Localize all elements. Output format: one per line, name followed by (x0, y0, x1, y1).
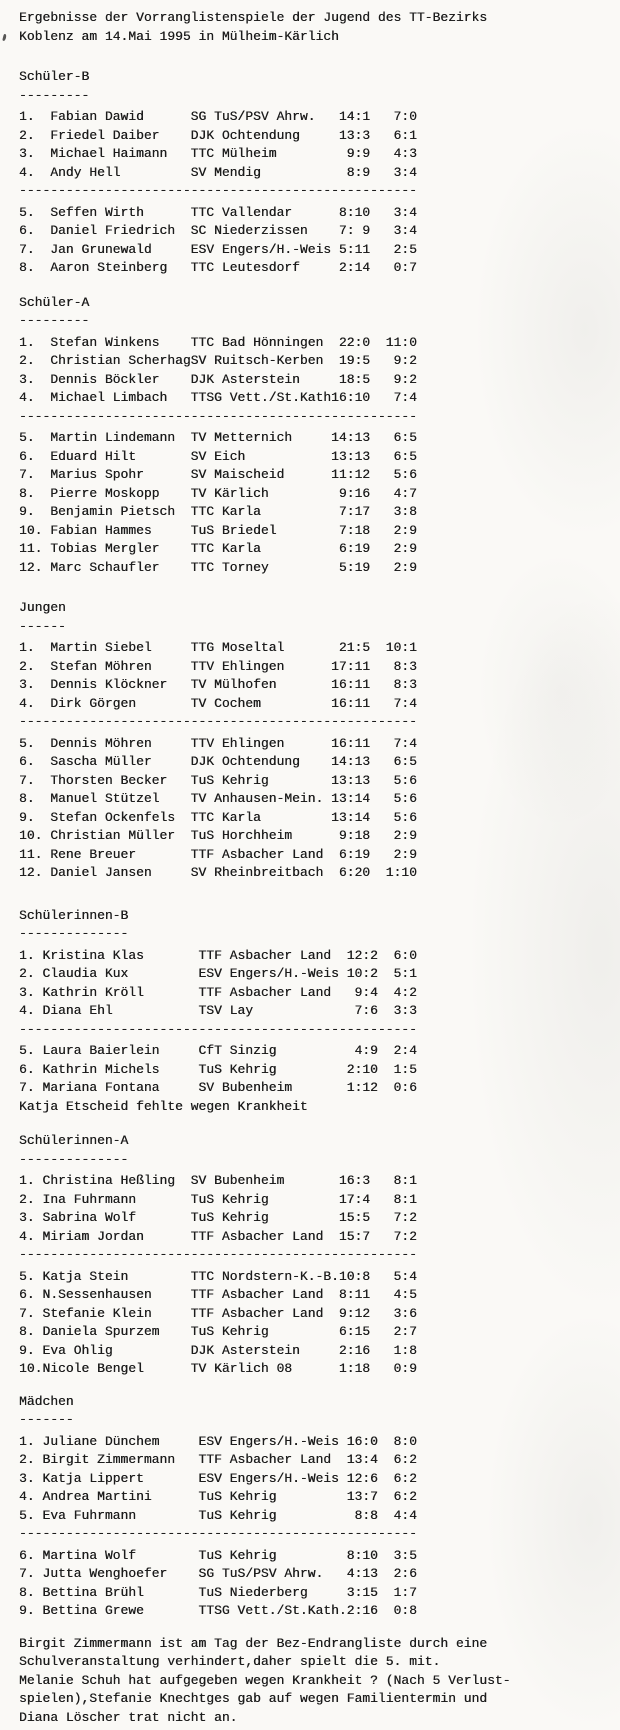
footer-line: Diana Löscher trat nicht an. (19, 1709, 238, 1725)
qualification-separator: --------------------------------------------------- (19, 1526, 417, 1541)
footer-line: spielen),Stefanie Knechtges gab auf wegen Familientermin und (19, 1691, 488, 1706)
result-row: 1. Juliane Dünchem ESV Engers/H.-Weis 16:0 8:0 (19, 1433, 417, 1449)
remaining-rows (19, 1268, 620, 1379)
document-title-line: Ergebnisse der Vorranglistenspiele der Jugend des TT-Bezirks (19, 10, 488, 25)
result-row: 3. Katja Lippert ESV Engers/H.-Weis 12:6 6:2 (19, 1470, 417, 1486)
section-schueler-a (19, 294, 620, 578)
qualified-rows (19, 1433, 620, 1526)
result-row: 12. Marc Schaufler TTC Torney 5:19 2:9 (19, 559, 417, 575)
result-row: 5. Martin Lindemann TV Metternich 14:13 6:5 (19, 430, 417, 445)
result-row: 8. Bettina Brühl TuS Niederberg 3:15 1:7 (19, 1584, 417, 1600)
result-row: 5. Eva Fuhrmann TuS Kehrig 8:8 4:4 (19, 1507, 417, 1523)
qualified-rows (19, 1172, 620, 1246)
remaining-rows (19, 1547, 620, 1621)
result-row: 2. Ina Fuhrmann TuS Kehrig 17:4 8:1 (19, 1191, 417, 1207)
section-title: Schüler-A (19, 294, 90, 310)
result-row: 5. Dennis Möhren TTV Ehlingen 16:11 7:4 (19, 735, 417, 751)
section-schuelerinnen-b (19, 907, 620, 1117)
section-title-underline: -------------- (19, 926, 129, 941)
result-row: 4. Miriam Jordan TTF Asbacher Land 15:7 7:2 (19, 1228, 417, 1244)
result-row: 2. Friedel Daiber DJK Ochtendung 13:3 6:1 (19, 127, 417, 143)
section-jungen (19, 599, 620, 883)
qualification-separator: --------------------------------------------------- (19, 1021, 417, 1037)
result-row: 3. Sabrina Wolf TuS Kehrig 15:5 7:2 (19, 1210, 417, 1225)
qualified-rows (19, 108, 620, 182)
qualification-separator: --------------------------------------------------- (19, 183, 417, 198)
result-row: 3. Dennis Böckler DJK Asterstein 18:5 9:2 (19, 371, 417, 387)
result-row: 3. Michael Haimann TTC Mülheim 9:9 4:3 (19, 146, 417, 161)
result-row: 6. Daniel Friedrich SC Niederzissen 7: 9 3:4 (19, 223, 417, 238)
result-row: 11. Tobias Mergler TTC Karla 6:19 2:9 (19, 541, 417, 556)
section-title-underline: --------- (19, 87, 90, 103)
result-row: 5. Katja Stein TTC Nordstern-K.-B.10:8 5:4 (19, 1268, 417, 1284)
qualified-rows (19, 639, 620, 713)
qualification-separator: --------------------------------------------------- (19, 408, 417, 424)
qualified-rows (19, 947, 620, 1021)
footer-line: Birgit Zimmermann ist am Tag der Bez-Endrangliste durch eine (19, 1635, 488, 1651)
result-row: 9. Stefan Ockenfels TTC Karla 13:14 5:6 (19, 809, 417, 825)
section-title: Mädchen (19, 1393, 74, 1409)
section-title: Schüler-B (19, 69, 90, 84)
section-title-underline: ------ (19, 618, 66, 634)
footer-line: Melanie Schuh hat aufgegeben wegen Krankheit ? (Nach 5 Verlust- (19, 1672, 511, 1688)
qualification-separator: --------------------------------------------------- (19, 714, 417, 729)
result-row: 6. Sascha Müller DJK Ochtendung 14:13 6:5 (19, 754, 417, 769)
result-row: 8. Pierre Moskopp TV Kärlich 9:16 4:7 (19, 485, 417, 501)
result-row: 2. Stefan Möhren TTV Ehlingen 17:11 8:3 (19, 658, 417, 674)
section-maedchen (19, 1393, 620, 1621)
remaining-rows (19, 1042, 620, 1098)
result-row: 3. Kathrin Kröll TTF Asbacher Land 9:4 4:2 (19, 984, 417, 1000)
result-row: 5. Seffen Wirth TTC Vallendar 8:10 3:4 (19, 204, 417, 220)
result-row: 11. Rene Breuer TTF Asbacher Land 6:19 2:9 (19, 846, 417, 862)
footer-line: Schulveranstaltung verhindert,daher spielt die 5. mit. (19, 1654, 441, 1669)
result-row: 2. Christian ScherhagSV Ruitsch-Kerben 19:5 9:2 (19, 353, 417, 368)
section-title-underline: --------- (19, 313, 90, 328)
result-row: 8. Daniela Spurzem TuS Kehrig 6:15 2:7 (19, 1324, 417, 1339)
result-row: 4. Diana Ehl TSV Lay 7:6 3:3 (19, 1003, 417, 1018)
result-row: 3. Dennis Klöckner TV Mülhofen 16:11 8:3 (19, 677, 417, 692)
section-title-underline: -------------- (19, 1151, 129, 1167)
qualified-rows (19, 334, 620, 408)
result-row: 10. Christian Müller TuS Horchheim 9:18 2:9 (19, 828, 417, 843)
result-row: 7. Jutta Wenghoefer SG TuS/PSV Ahrw. 4:13 2:6 (19, 1566, 417, 1581)
document-header (19, 9, 620, 46)
section-schuelerinnen-a (19, 1132, 620, 1379)
result-row: 4. Michael Limbach TTSG Vett./St.Kath16:10 7:4 (19, 390, 417, 405)
document-title-line: Koblenz am 14.Mai 1995 in Mülheim-Kärlich (19, 28, 339, 44)
result-row: 10.Nicole Bengel TV Kärlich 08 1:18 0:9 (19, 1361, 417, 1376)
result-row: 2. Birgit Zimmermann TTF Asbacher Land 13:4 6:2 (19, 1452, 417, 1467)
result-row: 9. Eva Ohlig DJK Asterstein 2:16 1:8 (19, 1342, 417, 1358)
result-row: 1. Martin Siebel TTG Moseltal 21:5 10:1 (19, 640, 417, 655)
remaining-rows (19, 204, 620, 278)
result-row: 9. Benjamin Pietsch TTC Karla 7:17 3:8 (19, 504, 417, 519)
scan-artifact-mark (2, 34, 7, 42)
result-row: 1. Fabian Dawid SG TuS/PSV Ahrw. 14:1 7:0 (19, 109, 417, 124)
result-row: 4. Andy Hell SV Mendig 8:9 3:4 (19, 164, 417, 180)
section-title-underline: ------- (19, 1412, 74, 1427)
result-row: 6. Eduard Hilt SV Eich 13:13 6:5 (19, 448, 417, 464)
footer-remarks (19, 1635, 620, 1728)
result-row: 6. Kathrin Michels TuS Kehrig 2:10 1:5 (19, 1061, 417, 1077)
result-row: 7. Stefanie Klein TTF Asbacher Land 9:12 3:6 (19, 1305, 417, 1321)
remaining-rows (19, 735, 620, 883)
result-row: 10. Fabian Hammes TuS Briedel 7:18 2:9 (19, 522, 417, 538)
section-title: Schülerinnen-A (19, 1133, 129, 1148)
result-row: 8. Aaron Steinberg TTC Leutesdorf 2:14 0:7 (19, 260, 417, 275)
section-title: Jungen (19, 600, 66, 615)
result-row: 5. Laura Baierlein CfT Sinzig 4:9 2:4 (19, 1043, 417, 1058)
result-row: 9. Bettina Grewe TTSG Vett./St.Kath.2:16 0:8 (19, 1603, 417, 1618)
result-row: 8. Manuel Stützel TV Anhausen-Mein. 13:14 5:6 (19, 791, 417, 806)
qualification-separator: --------------------------------------------------- (19, 1247, 417, 1262)
result-row: 7. Marius Spohr SV Maischeid 11:12 5:6 (19, 467, 417, 482)
result-row: 7. Jan Grunewald ESV Engers/H.-Weis 5:11 2:5 (19, 241, 417, 257)
section-title: Schülerinnen-B (19, 907, 129, 923)
result-row: 4. Andrea Martini TuS Kehrig 13:7 6:2 (19, 1489, 417, 1504)
section-note: Katja Etscheid fehlte wegen Krankheit (19, 1098, 308, 1114)
result-row: 2. Claudia Kux ESV Engers/H.-Weis 10:2 5:1 (19, 966, 417, 981)
result-row: 7. Thorsten Becker TuS Kehrig 13:13 5:6 (19, 772, 417, 788)
result-row: 1. Christina Heßling SV Bubenheim 16:3 8:1 (19, 1173, 417, 1188)
section-schueler-b (19, 68, 620, 278)
result-row: 12. Daniel Jansen SV Rheinbreitbach 6:20 1:10 (19, 865, 417, 880)
result-row: 4. Dirk Görgen TV Cochem 16:11 7:4 (19, 695, 417, 711)
result-row: 7. Mariana Fontana SV Bubenheim 1:12 0:6 (19, 1080, 417, 1095)
remaining-rows (19, 429, 620, 577)
result-row: 1. Kristina Klas TTF Asbacher Land 12:2 6:0 (19, 947, 417, 963)
result-row: 6. Martina Wolf TuS Kehrig 8:10 3:5 (19, 1547, 417, 1563)
result-row: 6. N.Sessenhausen TTF Asbacher Land 8:11 4:5 (19, 1287, 417, 1302)
result-row: 1. Stefan Winkens TTC Bad Hönningen 22:0 11:0 (19, 334, 417, 350)
